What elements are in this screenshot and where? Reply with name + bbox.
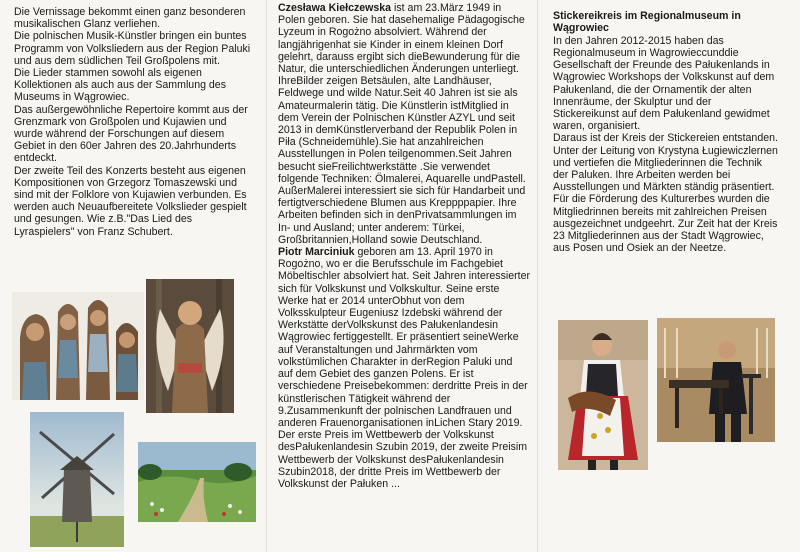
artist-bio-text: ist am 23.März 1949 in Polen geboren. Sie hat dasehemalige Pädagogische Lyzeum in Rogożno absolviert. Während der langjährigenhat sie Kinder in einem kleinen Dorf gelehrt, darauss ergibt sich dieBewunderung für die Natur, die unterschiedlichen Änderungen unterliegt. IhreBilder zeigen Betsäulen, alte Landhäuser, Feldwege und wilde Natur.Seit 40 Jahren ist sie als Amateurmalerin tätig. Die Künstlerin istMitglied in dem Verein der Polnischen Künstler AZYL und seit 2013 in demKünstlerverband der Republik Polen in Piła (Schneidemühle).Sie hat anzahlreichen Ausstellungen in Polen teilgenommen.Seit Jahren besucht sieFreilichtwerkstätte .Sie verwendet folgende Techniken: Ölmalerei, Aquarelle undPastell. AußerMalerei interessiert sie sich für Handarbeit und fertigtverschiedene Blumen aus Kreppppapier. Ihre Arbeiten befinden sich in denPrivatsammlungen im In- und Ausland; unter anderem: Türkei, Großbritannien,Holland sowie Deutschland. bbox=[278, 2, 526, 246]
photo-landscape-painting bbox=[138, 442, 256, 522]
column-artist-biographies bbox=[278, 2, 530, 490]
paragraph: In den Jahren 2012-2015 haben das Regionalmuseum in Wagrowieccunddie Gesellschaft der Freunde des Pałukenlands in Wągrowiec Workshops der Volkskunst auf dem Pałukenland, die der Ornamentik der alten Innenräume, der Skulptur und der Stickereikunst auf dem Pałukenland gewidmet waren, organisiert. bbox=[553, 34, 775, 133]
photo-angel-sculpture bbox=[146, 279, 234, 413]
column-embroidery-circle bbox=[553, 10, 779, 254]
section-heading: Stickereikreis im Regionalmuseum in Wągrowiec bbox=[553, 10, 741, 35]
artist-name: Czesława Kiełczewska bbox=[278, 2, 392, 14]
photo-windmill-painting bbox=[30, 412, 124, 547]
paragraph: Die Vernissage bekommt einen ganz besonderen musikalischen Glanz verliehen. bbox=[14, 6, 246, 31]
paragraph: Daraus ist der Kreis der Stickereien entstanden. Unter der Leitung von Krystyna Ługiewiczlernen und vertiefen die Mitgliederinnen die Technik der Paluken. Ihre Arbeiten werden bei Ausstellungen und Märkten ständig präsentiert. Für die Förderung des Kulturerbes wurden die Mitgliedrinnen bereits mit zahlreichen Preisen ausgezeichnet undgeehrt. Zur Zeit hat der Kreis 23 Mitgliederinnen aus der Stadt Wągrowiec, aus Posen und Osiek an der Neetze. bbox=[553, 132, 778, 255]
paragraph: Das außergewöhnliche Repertoire kommt aus der Grenzmark von Großpolen und Kujawien und wurde während der Forschungen auf diesem Gebiet in den 60er Jahren des 20.Jahrhunderts entdeckt. bbox=[14, 103, 248, 165]
paragraph: Der zweite Teil des Konzerts besteht aus eigenen Kompositionen von Grzegorz Tomaszewski und sind mit der Folklore von Kujawien verbunden. Es werden auch Neuaufbereitete Volkslieder gespielt und gesungen. Wie z.B."Das Lied des Lyraspielers" von Franz Schubert. bbox=[14, 164, 247, 238]
photo-musician-man bbox=[657, 318, 775, 442]
fold-line-left bbox=[266, 0, 267, 552]
column-concert-text bbox=[14, 6, 254, 238]
paragraph: Die Lieder stammen sowohl als eigenen Kollektionen als auch aus der Sammlung des Museums in Wągrowiec. bbox=[14, 67, 226, 104]
artist-bio-text: geboren am 13. April 1970 in Rogożno, wo er die Berufsschule im Fachgebiet Möbeltischler absolviert hat. Seit Jahren interessierter sich für Volkskunst und Volkskultur. Seine erste Werke hat er 2014 unterObhut von dem Volksskulpteur Eugeniusz Izdebski während der Werkstätte derVolkskunst des Pałukenlandesin Wągrowiec fertiggestellt. Er präsentiert seineWerke auf Veranstaltungen und Jahrmärkten vom volkstümlichen Charakter in derRegion Paluki und auf dem Gebiet des ganzen Polens. Er ist verschiedene Preisebekommen: derdritte Preis in der künstlerischen Tätigkeit während der 9.Zusammenkunft der polnischen Landfrauen und anderen Frauenorganisationen inLichen Stary 2019. Der erste Preis im Wettbewerb der Volkskunst desPałukenlandesin Szubin 2019, der zweite Preisim Wettbewerb der Volkskunst desPałukenlandesin Szubin2018, der dritte Preis im Wettbewerb der Volkskunst der Pałuken ... bbox=[278, 246, 531, 490]
artist-biography bbox=[278, 246, 530, 490]
photo-wood-sculptures bbox=[12, 292, 144, 400]
artist-biography bbox=[278, 2, 530, 246]
paragraph: Die polnischen Musik-Künstler bringen ein buntes Programm von Volksliedern aus der Region Paluki und aus dem südlichen Teil Großpolens mit. bbox=[14, 30, 251, 67]
photo-singer-woman bbox=[558, 320, 648, 470]
fold-line-right bbox=[537, 0, 538, 552]
artist-name: Piotr Marciniuk bbox=[278, 246, 355, 259]
